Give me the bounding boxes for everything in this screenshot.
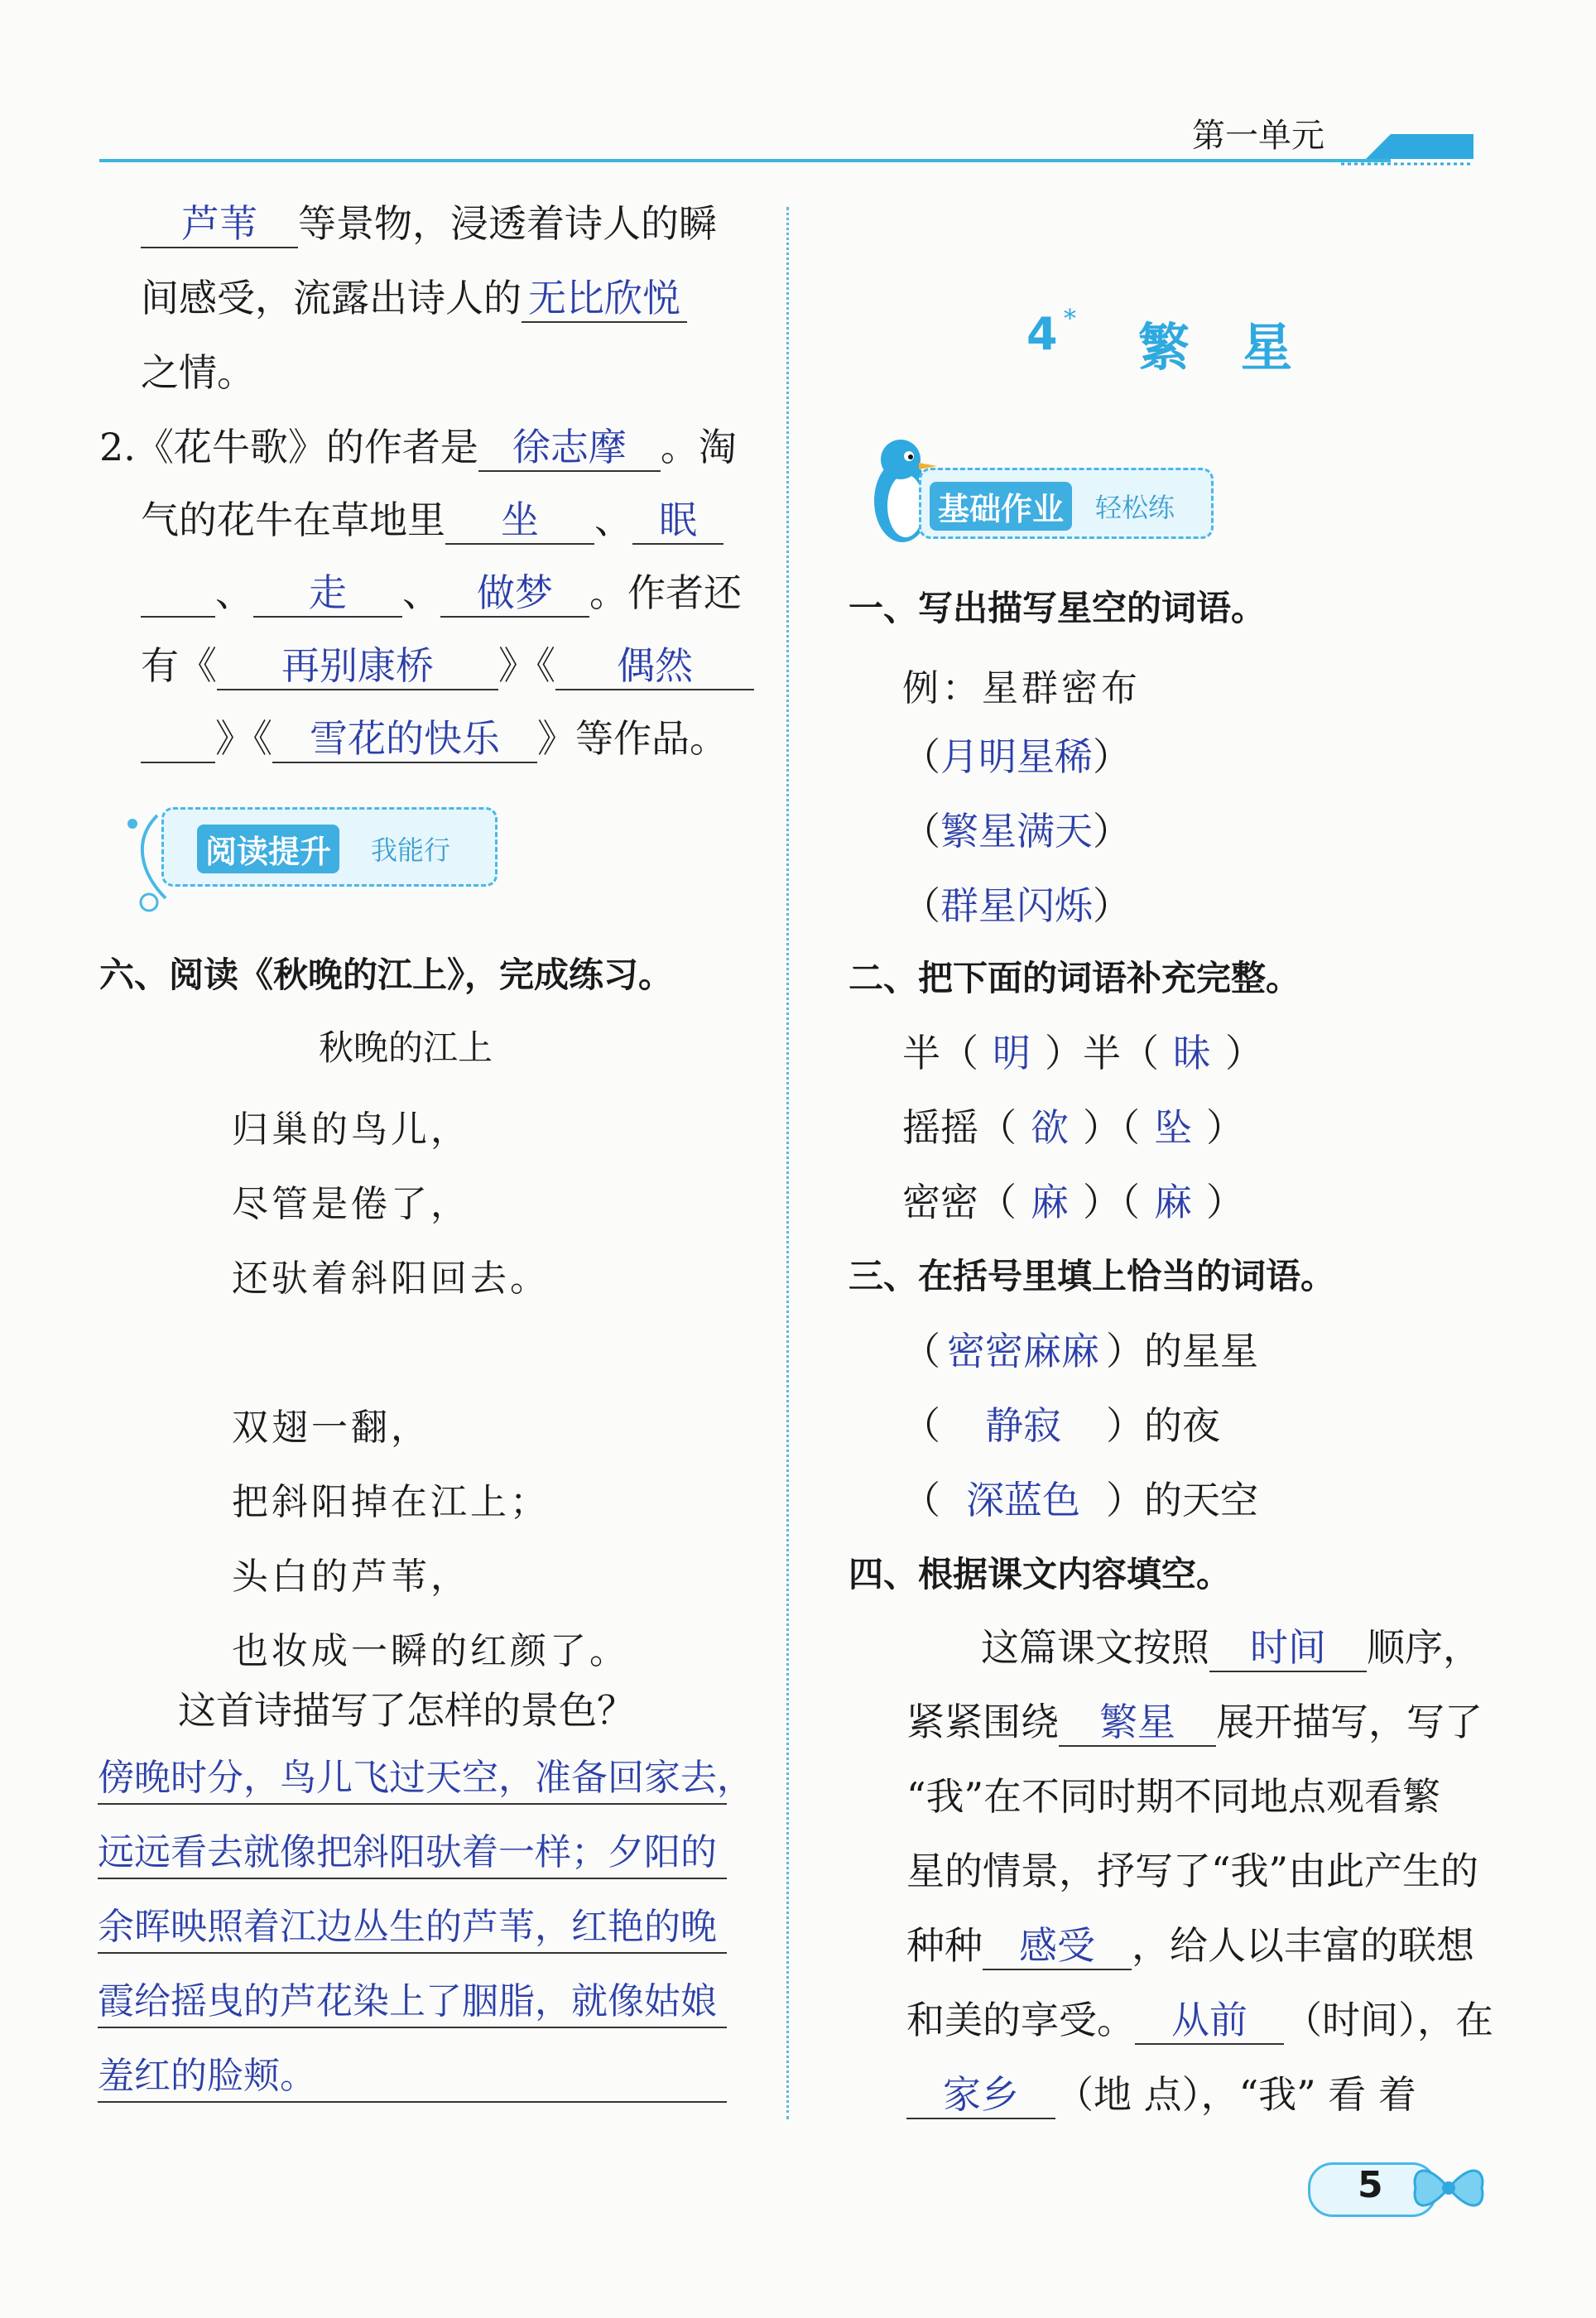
lesson-star: * <box>1064 305 1076 334</box>
s4-line: 和美的享受。 从前 （时间），在 <box>906 1995 1493 2045</box>
banner-subtitle: 我能行 <box>371 834 451 866</box>
answer-line: 余晖映照着江边丛生的芦苇，红艳的晚 <box>98 1902 727 1954</box>
s3-row: （ 深蓝色 ）的天空 <box>902 1478 1258 1522</box>
s4-line: 这篇课文按照 时间 顺序， <box>981 1623 1481 1672</box>
s4-line: 家乡 （地 点），“我” 看 着 <box>906 2070 1416 2119</box>
s2-row: 密密（ 麻 ）（ 麻 ） <box>902 1180 1244 1224</box>
section-3-title: 三、在括号里填上恰当的词语。 <box>848 1256 1336 1296</box>
poem-line: 尽管是倦了， <box>232 1183 470 1225</box>
reading-banner <box>161 807 498 887</box>
homework-banner <box>919 468 1214 539</box>
left-line-3: 之情。 <box>141 350 255 395</box>
section-1-title: 一、写出描写星空的词语。 <box>848 588 1267 628</box>
s1-answer-row: （月明星稀） <box>902 734 1131 779</box>
lesson-title: 繁 星 <box>1138 317 1293 378</box>
poem-line: 还驮着斜阳回去。 <box>232 1258 550 1300</box>
s2-row: 半（ 明 ）半（ 昧 ） <box>902 1031 1263 1075</box>
poem-line: 头白的芦苇， <box>232 1556 470 1598</box>
poem-title: 秋晚的江上 <box>319 1027 493 1068</box>
q2-line-3: 、 走 、 做梦 。作者还 <box>141 568 742 618</box>
s4-line: 紧紧围绕 繁星 展开描写，写了 <box>906 1697 1483 1747</box>
q2-line-2: 气的花牛在草地里 坐 、 眠 <box>141 495 723 545</box>
answer-line: 傍晚时分，鸟儿飞过天空，准备回家去， <box>98 1753 727 1805</box>
answer-blank: 眠 <box>632 495 723 545</box>
header-accent <box>1341 129 1473 166</box>
example-text: 例：星群密布 <box>902 667 1141 709</box>
answer-blank: 家乡 <box>906 2070 1055 2119</box>
poem-line: 也妆成一瞬的红颜了。 <box>232 1630 629 1672</box>
answer-blank: 徐志摩 <box>478 422 661 472</box>
answer-blank: 坐 <box>445 495 594 545</box>
page-number: 5 <box>1358 2164 1383 2206</box>
s1-answer-row: （繁星满天） <box>902 809 1131 854</box>
left-line-2: 间感受，流露出诗人的 无比欣悦 <box>141 273 687 323</box>
column-divider <box>786 207 789 2119</box>
banner-title: 阅读提升 <box>197 825 339 873</box>
q2-line-1: 2.《花牛歌》的作者是 徐志摩 。淘 <box>99 422 737 472</box>
lesson-number: 4 <box>1026 308 1058 360</box>
unit-label: 第一单元 <box>1192 117 1324 155</box>
banner-subtitle: 轻松练 <box>1095 492 1175 523</box>
ribbon-decoration <box>108 807 207 923</box>
answer-blank: 无比欣悦 <box>522 273 687 323</box>
s4-line: 星的情景，抒写了“我”由此产生的 <box>906 1849 1479 1893</box>
answer-blank: 再别康桥 <box>217 641 498 690</box>
poem-line: 归巢的鸟儿， <box>232 1109 470 1151</box>
answer-line: 远远看去就像把斜阳驮着一样；夕阳的 <box>98 1828 727 1879</box>
banner-title: 基础作业 <box>930 482 1072 531</box>
s2-row: 摇摇（ 欲 ）（ 坠 ） <box>902 1105 1244 1150</box>
q2-line-5: 》《 雪花的快乐 》等作品。 <box>141 714 728 763</box>
answer-blank: 感受 <box>983 1921 1132 1970</box>
answer-blank: 雪花的快乐 <box>272 714 537 763</box>
q2-line-4: 有《 再别康桥 》《 偶然 <box>141 641 754 690</box>
answer-blank <box>141 714 215 763</box>
section-2-title: 二、把下面的词语补充完整。 <box>848 958 1301 998</box>
section-4-title: 四、根据课文内容填空。 <box>848 1554 1232 1594</box>
answer-blank: 从前 <box>1135 1995 1284 2045</box>
answer-line: 霞给摇曳的芦花染上了胭脂，就像姑娘 <box>98 1977 727 2028</box>
q6-title: 六、阅读《秋晚的江上》，完成练习。 <box>99 955 674 995</box>
answer-line: 羞红的脸颊。 <box>98 2051 727 2103</box>
header-rule <box>99 159 1391 162</box>
answer-blank: 芦苇 <box>141 199 298 248</box>
poem-line: 把斜阳掉在江上； <box>232 1481 550 1523</box>
poem-line: 双翅一翻， <box>232 1407 430 1449</box>
answer-blank: 繁星 <box>1059 1697 1216 1747</box>
answer-blank <box>141 568 215 618</box>
answer-blank: 偶然 <box>555 641 754 690</box>
left-line-1: 芦苇 等景物，浸透着诗人的瞬 <box>141 199 717 248</box>
s1-answer-row: （群星闪烁） <box>902 883 1131 928</box>
answer-blank: 走 <box>253 568 402 618</box>
question-text: 这首诗描写了怎样的景色？ <box>178 1688 635 1733</box>
answer-blank: 时间 <box>1209 1623 1367 1672</box>
s3-row: （ 密密麻麻 ）的星星 <box>902 1329 1258 1373</box>
bow-icon <box>1407 2151 1490 2225</box>
s4-line: “我”在不同时期不同地点观看繁 <box>906 1774 1441 1819</box>
s4-line: 种种 感受 ，给人以丰富的联想 <box>906 1921 1474 1970</box>
s3-row: （ 静寂 ）的夜 <box>902 1403 1220 1448</box>
answer-blank: 做梦 <box>440 568 589 618</box>
